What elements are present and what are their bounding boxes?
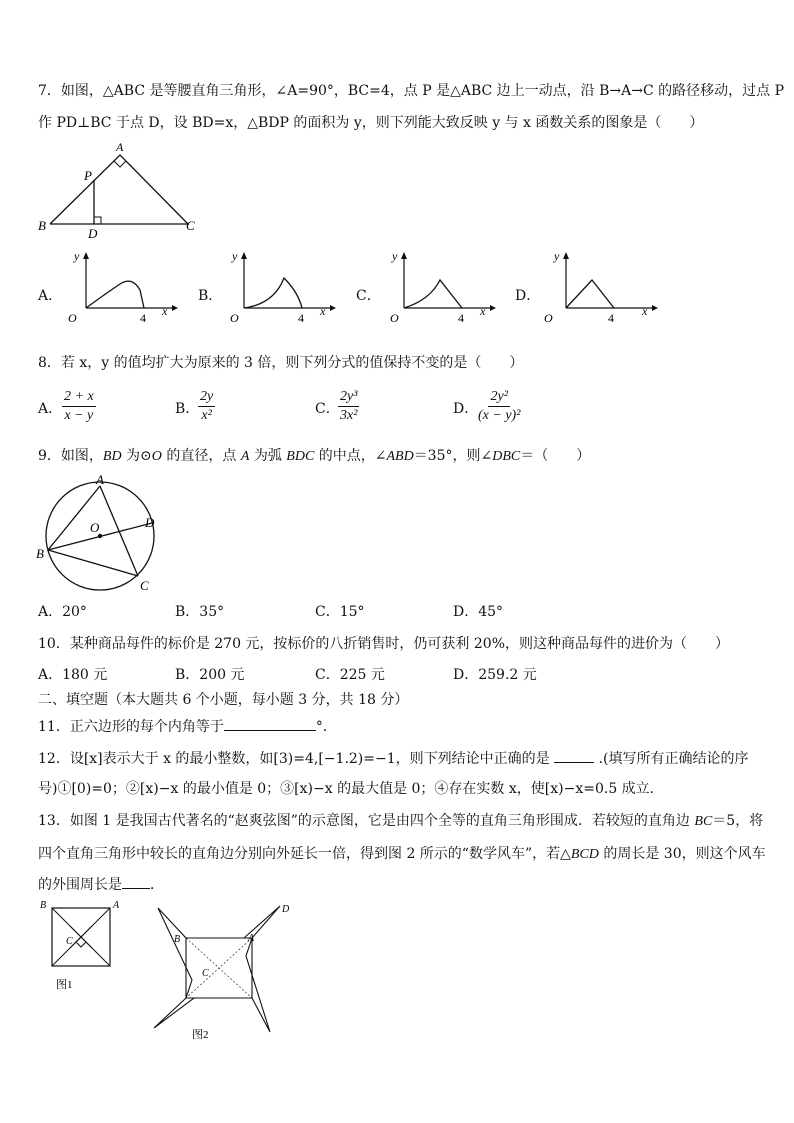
q10-option-b: B．200 元 xyxy=(175,667,245,683)
q13-fig1-label-c: C xyxy=(66,936,73,947)
q9-bd: BD xyxy=(102,449,122,464)
q13-fig1-label-b: B xyxy=(40,900,47,911)
q7-d-tick: 4 xyxy=(608,311,614,324)
q12-answer-blank xyxy=(554,762,594,763)
q13-line1: 13．如图 1 是我国古代著名的“赵爽弦图”的示意图，它是由四个全等的直角三角形围成．若较短的直角边 BC＝5，将 xyxy=(38,813,764,829)
q7-option-d-graph xyxy=(540,248,660,324)
q7-label-b: B xyxy=(38,218,46,233)
q7-option-c-letter: C． xyxy=(356,288,381,304)
q7-label-p: P xyxy=(84,168,92,183)
q13-figure-2 xyxy=(140,896,310,1046)
q13-line3: 的外围周长是 ． xyxy=(38,877,164,893)
q7-option-c-graph xyxy=(378,248,498,324)
section-2-heading: 二、填空题（本大题共 6 个小题，每小题 3 分，共 18 分） xyxy=(38,692,409,708)
q9-circle-figure xyxy=(30,470,170,598)
q9-label-o: O xyxy=(90,520,100,535)
q12-line2: 号)①[0)=0；②[x)−x 的最小值是 0；③[x)−x 的最大值是 0；④存在实数 x，使[x)−x=0.5 成立． xyxy=(38,781,664,797)
q7-a-tick: 4 xyxy=(140,311,146,324)
q7-a-origin: O xyxy=(68,311,77,324)
q7-b-x-label: x xyxy=(320,304,326,318)
q9-stem: 9．如图，BD 为⊙O 的直径，点 A 为弧 BDC 的中点，∠ABD＝35°，则∠DBC＝（ ） xyxy=(38,448,591,464)
q8-a-denominator: x − y xyxy=(64,408,94,423)
q7-stem-line1: 7．如图，△ABC 是等腰直角三角形，∠A=90°，BC=4，点 P 是△ABC 边上一动点，沿 B→A→C 的路径移动，过点 P xyxy=(38,83,785,99)
q7-c-x-label: x xyxy=(480,304,486,318)
q13-bc: BC xyxy=(694,814,713,829)
q13-answer-blank xyxy=(122,888,150,889)
q8-option-a-letter: A． xyxy=(38,401,63,417)
q7-d-y-label: y xyxy=(554,249,560,263)
q13-figure-1 xyxy=(36,896,126,998)
q9-option-c: C．15° xyxy=(315,604,365,620)
q13-bcd: BCD xyxy=(570,847,599,862)
q8-a-numerator: 2 + x xyxy=(62,389,96,407)
q10-stem: 10．某种商品每件的标价是 270 元，按标价的八折销售时，仍可获利 20%，则这种商品每件的进价为（ ） xyxy=(38,636,730,652)
q7-label-c: C xyxy=(186,218,195,233)
q8-b-numerator: 2y xyxy=(198,389,215,407)
q7-stem-line2: 作 PD⊥BC 于点 D，设 BD=x，△BDP 的面积为 y，则下列能大致反映 y 与 x 函数关系的图象是（ ） xyxy=(38,115,704,131)
q9-label-c: C xyxy=(140,578,149,593)
q9-abd: ABD xyxy=(386,449,414,464)
q12-line1: 12．设[x]表示大于 x 的最小整数，如[3)=4,[−1.2)=−1，则下列结论中正确的是 .(填写所有正确结论的序 xyxy=(38,751,749,767)
q9-option-a: A．20° xyxy=(38,604,87,620)
q7-a-x-label: x xyxy=(162,304,168,318)
q9-dbc: DBC xyxy=(492,449,521,464)
q7-d-x-label: x xyxy=(642,304,648,318)
q10-option-a: A．180 元 xyxy=(38,667,108,683)
q7-option-a-letter: A． xyxy=(38,288,63,304)
q10-option-d: D．259.2 元 xyxy=(453,667,537,683)
q7-option-a-graph xyxy=(60,248,180,324)
q7-c-y-label: y xyxy=(392,249,398,263)
q7-b-origin: O xyxy=(230,311,239,324)
q9-label-d: D xyxy=(145,515,155,530)
q8-option-c-fraction xyxy=(338,389,359,424)
q9-option-b: B．35° xyxy=(175,604,225,620)
q7-option-b-letter: B． xyxy=(198,288,223,304)
q13-fig2-label-b: B xyxy=(174,934,181,945)
q13-fig2-caption: 图2 xyxy=(192,1029,209,1041)
q11-answer-blank xyxy=(224,730,316,731)
q8-stem: 8．若 x，y 的值均扩大为原来的 3 倍，则下列分式的值保持不变的是（ ） xyxy=(38,355,524,371)
q8-c-numerator: 2y³ xyxy=(338,389,359,407)
q7-c-origin: O xyxy=(390,311,399,324)
q7-b-tick: 4 xyxy=(298,311,304,324)
q9-label-a: A xyxy=(96,472,104,487)
q13-fig2-label-d: D xyxy=(282,904,290,915)
q13-fig1-label-a: A xyxy=(113,900,120,911)
q10-option-c: C．225 元 xyxy=(315,667,385,683)
q7-triangle-figure xyxy=(34,140,204,240)
q11-stem: 11．正六边形的每个内角等于 °． xyxy=(38,719,337,735)
q7-label-d: D xyxy=(88,226,98,240)
q8-option-d-letter: D． xyxy=(453,401,479,417)
q7-a-y-label: y xyxy=(74,249,80,263)
q7-c-tick: 4 xyxy=(458,311,464,324)
q8-option-b-fraction xyxy=(198,389,215,424)
q8-d-denominator: (x − y)² xyxy=(478,408,521,423)
q7-b-y-label: y xyxy=(232,249,238,263)
q13-line2: 四个直角三角形中较长的直角边分别向外延长一倍，得到图 2 所示的“数学风车”，若△BCD 的周长是 30，则这个风车 xyxy=(38,846,766,862)
q13-fig2-label-a: A xyxy=(248,933,255,944)
q9-o: O xyxy=(151,449,162,464)
q8-option-a-fraction xyxy=(62,389,96,424)
q8-option-c-letter: C． xyxy=(315,401,340,417)
q8-option-d-fraction xyxy=(476,389,522,424)
q8-b-denominator: x² xyxy=(201,408,212,423)
q9-bdc: BDC xyxy=(286,449,315,464)
q9-label-b: B xyxy=(36,546,44,561)
q9-option-d: D．45° xyxy=(453,604,504,620)
q8-c-denominator: 3x² xyxy=(340,408,358,423)
q7-option-d-letter: D． xyxy=(515,288,541,304)
q9-a: A xyxy=(240,449,250,464)
q7-label-a: A xyxy=(116,140,124,154)
q13-fig1-caption: 图1 xyxy=(56,979,73,991)
q8-d-numerator: 2y² xyxy=(488,389,509,407)
q7-d-origin: O xyxy=(544,311,553,324)
q13-fig2-label-c: C xyxy=(202,968,209,979)
q7-option-b-graph xyxy=(218,248,338,324)
q8-option-b-letter: B． xyxy=(175,401,200,417)
